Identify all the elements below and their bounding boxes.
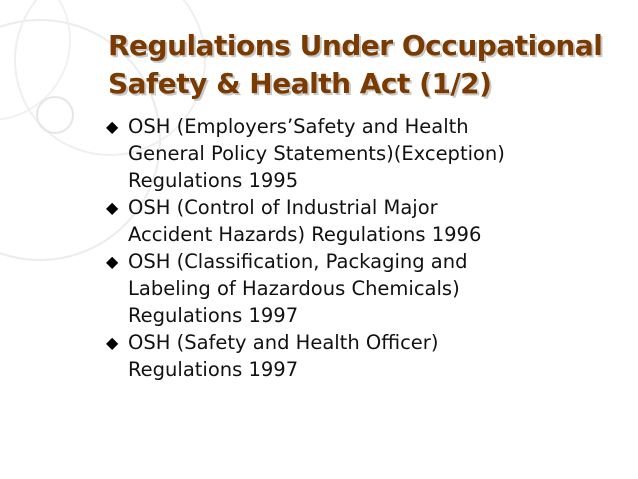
bullet-item bbox=[108, 194, 628, 248]
bullet-text-line: General Policy Statements)(Exception) bbox=[128, 142, 505, 165]
bullet-marker-icon: ◆ bbox=[106, 333, 119, 352]
bullet-text-line: Regulations 1997 bbox=[128, 304, 299, 327]
bullet-item bbox=[108, 329, 628, 383]
slide-title-line-2: Safety & Health Act (1/2) bbox=[108, 67, 492, 100]
bullet-marker-icon: ◆ bbox=[106, 198, 119, 217]
bullet-marker-icon: ◆ bbox=[106, 252, 119, 271]
bullet-item bbox=[108, 113, 628, 194]
bullet-text-line: Regulations 1995 bbox=[128, 169, 299, 192]
bullet-text-line: Labeling of Hazardous Chemicals) bbox=[128, 277, 460, 300]
bullet-text-line: OSH (Classification, Packaging and bbox=[128, 250, 468, 273]
bullet-item bbox=[108, 248, 628, 329]
bullet-marker-icon: ◆ bbox=[106, 117, 119, 136]
bullet-text-line: Regulations 1997 bbox=[128, 358, 299, 381]
slide-title-line-1: Regulations Under Occupational bbox=[108, 29, 603, 62]
bullet-text-line: OSH (Safety and Health Officer) bbox=[128, 331, 439, 354]
bullet-text-line: Accident Hazards) Regulations 1996 bbox=[128, 223, 482, 246]
slide-title bbox=[108, 27, 628, 103]
bullet-text-line: OSH (Control of Industrial Major bbox=[128, 196, 438, 219]
bullet-text-line: OSH (Employers’Safety and Health bbox=[128, 115, 469, 138]
bullet-list bbox=[108, 113, 628, 383]
